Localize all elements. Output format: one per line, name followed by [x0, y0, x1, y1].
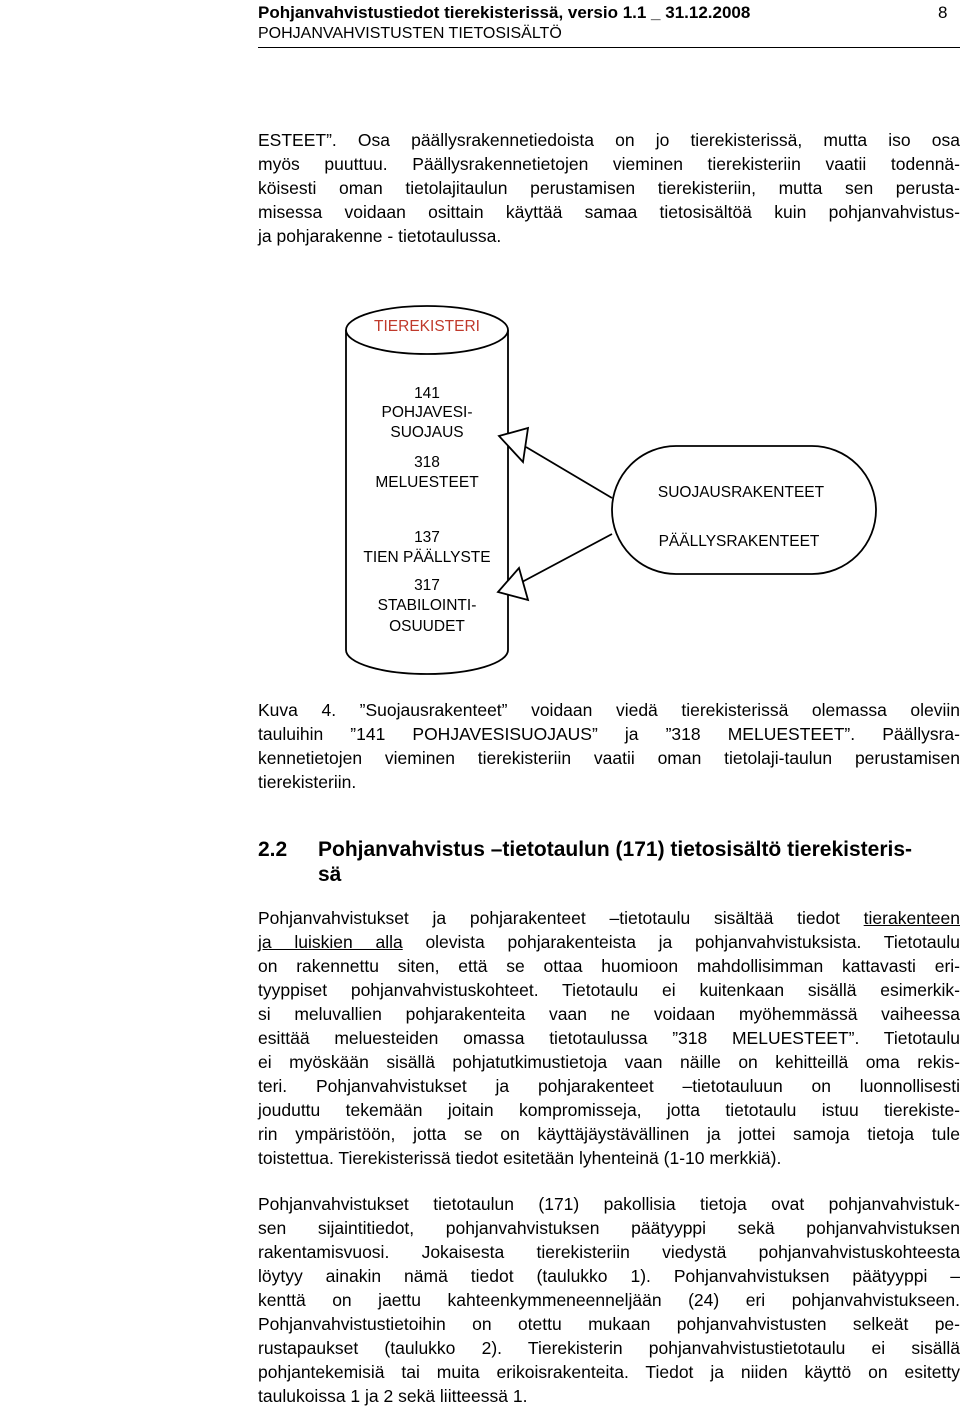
- table-317-name-line2: OSUUDET: [389, 618, 465, 635]
- cylinder-label: TIEREKISTERI: [374, 318, 480, 335]
- body-line: rakentamisvuosi. Jokaisesta tierekisteriin viedystä pohjanvahvistuskohteesta: [258, 1242, 960, 1262]
- underlined-text: ja luiskien alla: [258, 932, 403, 952]
- body-paragraph-2: [258, 1192, 960, 1408]
- section-number: 2.2: [258, 838, 288, 861]
- page-number: 8: [938, 3, 948, 22]
- table-137-name: TIEN PÄÄLLYSTE: [363, 549, 491, 566]
- body-line: ei myöskään sisällä pohjatutkimustietoja vaan näille on kehitteillä oma rekis-: [258, 1052, 960, 1072]
- body-paragraph-1: [258, 906, 960, 1170]
- caption-line: tierekisteriin.: [258, 772, 357, 792]
- underlined-text: tierakenteen: [863, 908, 960, 928]
- body-line: Pohjanvahvistustietoihin on otettu mukaan pohjanvahvistusten selkeät pe-: [258, 1314, 960, 1334]
- box-label-top: SUOJAUSRAKENTEET: [657, 484, 825, 501]
- connector-line-bottom: [522, 534, 612, 582]
- caption-line: Kuva 4. ”Suojausrakenteet” voidaan viedä tierekisterissä olemassa oleviin: [258, 700, 960, 720]
- body-line: jouduttu tekemään joitain kompromisseja, jotta tietotaulu istuu tierekiste-: [258, 1100, 960, 1120]
- section-title-line1: Pohjanvahvistus –tietotaulun (171) tietosisältö tierekisteris-: [318, 838, 912, 861]
- body-line: on rakennettu siten, että se ottaa huomioon mahdollisimman kattavasti eri-: [258, 956, 960, 976]
- intro-line: misessa voidaan osittain käyttää samaa tietosisältöä kuin pohjanvahvistus-: [258, 202, 960, 222]
- body-line: löytyy ainakin nämä tiedot (taulukko 1). Pohjanvahvistuksen päätyyppi –: [258, 1266, 960, 1286]
- box-label-bottom: PÄÄLLYSRAKENTEET: [658, 533, 820, 550]
- intro-line: köisesti oman tietolajitaulun perustamisen tierekisteriin, mutta sen perusta-: [258, 178, 960, 198]
- table-317-number: 317: [414, 577, 440, 594]
- data-flow-diagram: [0, 0, 960, 700]
- body-text: olevista pohjarakenteista ja pohjanvahvistuksista. Tietotaulu: [402, 932, 960, 952]
- body-line: si meluvallien pohjarakenteita vaan ne voidaan myöhemmässä vaiheessa: [258, 1004, 960, 1024]
- document-header-title: Pohjanvahvistustiedot tierekisterissä, versio 1.1 _ 31.12.2008: [258, 3, 751, 22]
- document-header-subtitle: POHJANVAHVISTUSTEN TIETOSISÄLTÖ: [258, 25, 562, 42]
- body-line: toistettua. Tierekisterissä tiedot esitetään lyhenteinä (1-10 merkkiä).: [258, 1148, 782, 1168]
- table-318-name: MELUESTEET: [375, 474, 479, 491]
- table-141-number: 141: [414, 385, 440, 402]
- intro-line: ja pohjarakenne - tietotaulussa.: [258, 226, 502, 246]
- body-line: pohjantekemisiä tai muita erikoisrakenteita. Tiedot ja niiden käyttö on esitetty: [258, 1362, 960, 1382]
- body-line: rustapaukset (taulukko 2). Tierekisterin pohjanvahvistustietotaulu ei sisällä: [258, 1338, 960, 1358]
- intro-line: ESTEET”. Osa päällysrakennetiedoista on jo tierekisterissä, mutta iso osa: [258, 130, 960, 150]
- body-line: taulukoissa 1 ja 2 sekä liitteessä 1.: [258, 1386, 528, 1406]
- body-line: [258, 906, 960, 930]
- section-title-line2: sä: [318, 863, 342, 886]
- body-line: Pohjanvahvistukset tietotaulun (171) pakollisia tietoja ovat pohjanvahvistuk-: [258, 1194, 960, 1214]
- body-line: esittää meluesteiden omassa tietotaulussa ”318 MELUESTEET”. Tietotaulu: [258, 1028, 960, 1048]
- intro-line: myös puuttuu. Päällysrakennetietojen vieminen tierekisteriin vaatii todennä-: [258, 154, 960, 174]
- table-317-name-line1: STABILOINTI-: [377, 597, 477, 614]
- table-318-number: 318: [414, 454, 440, 471]
- table-137-number: 137: [414, 529, 440, 546]
- figure-caption: [258, 698, 960, 794]
- caption-line: tauluihin ”141 POHJAVESISUOJAUS” ja ”318 MELUESTEET”. Päällysra-: [258, 724, 960, 744]
- body-line: tyyppiset pohjanvahvistuskohteet. Tietotaulu ei kuitenkaan sisällä esimerkik-: [258, 980, 960, 1000]
- body-line: teri. Pohjanvahvistukset ja pohjarakenteet –tietotauluun on luonnollisesti: [258, 1076, 960, 1096]
- body-line: sen sijaintitiedot, pohjanvahvistuksen päätyyppi sekä pohjanvahvistuksen: [258, 1218, 960, 1238]
- table-141-name-line2: SUOJAUS: [390, 424, 464, 441]
- body-text: Pohjanvahvistukset ja pohjarakenteet –tietotaulu sisältää tiedot: [258, 908, 864, 928]
- table-141-name-line1: POHJAVESI-: [381, 404, 473, 421]
- body-line: rin ympäristöön, jotta se on käyttäjäystävällinen ja jottei samoja tietoja tule: [258, 1124, 960, 1144]
- body-line: kenttä on jaettu kahteenkymmeneenneljään (24) eri pohjanvahvistukseen.: [258, 1290, 960, 1310]
- connector-line-top: [526, 447, 612, 498]
- caption-line: kennetietojen vieminen tierekisteriin vaatii oman tietolaji-taulun perustamisen: [258, 748, 960, 768]
- body-line: [258, 930, 960, 954]
- structure-box: [612, 446, 876, 574]
